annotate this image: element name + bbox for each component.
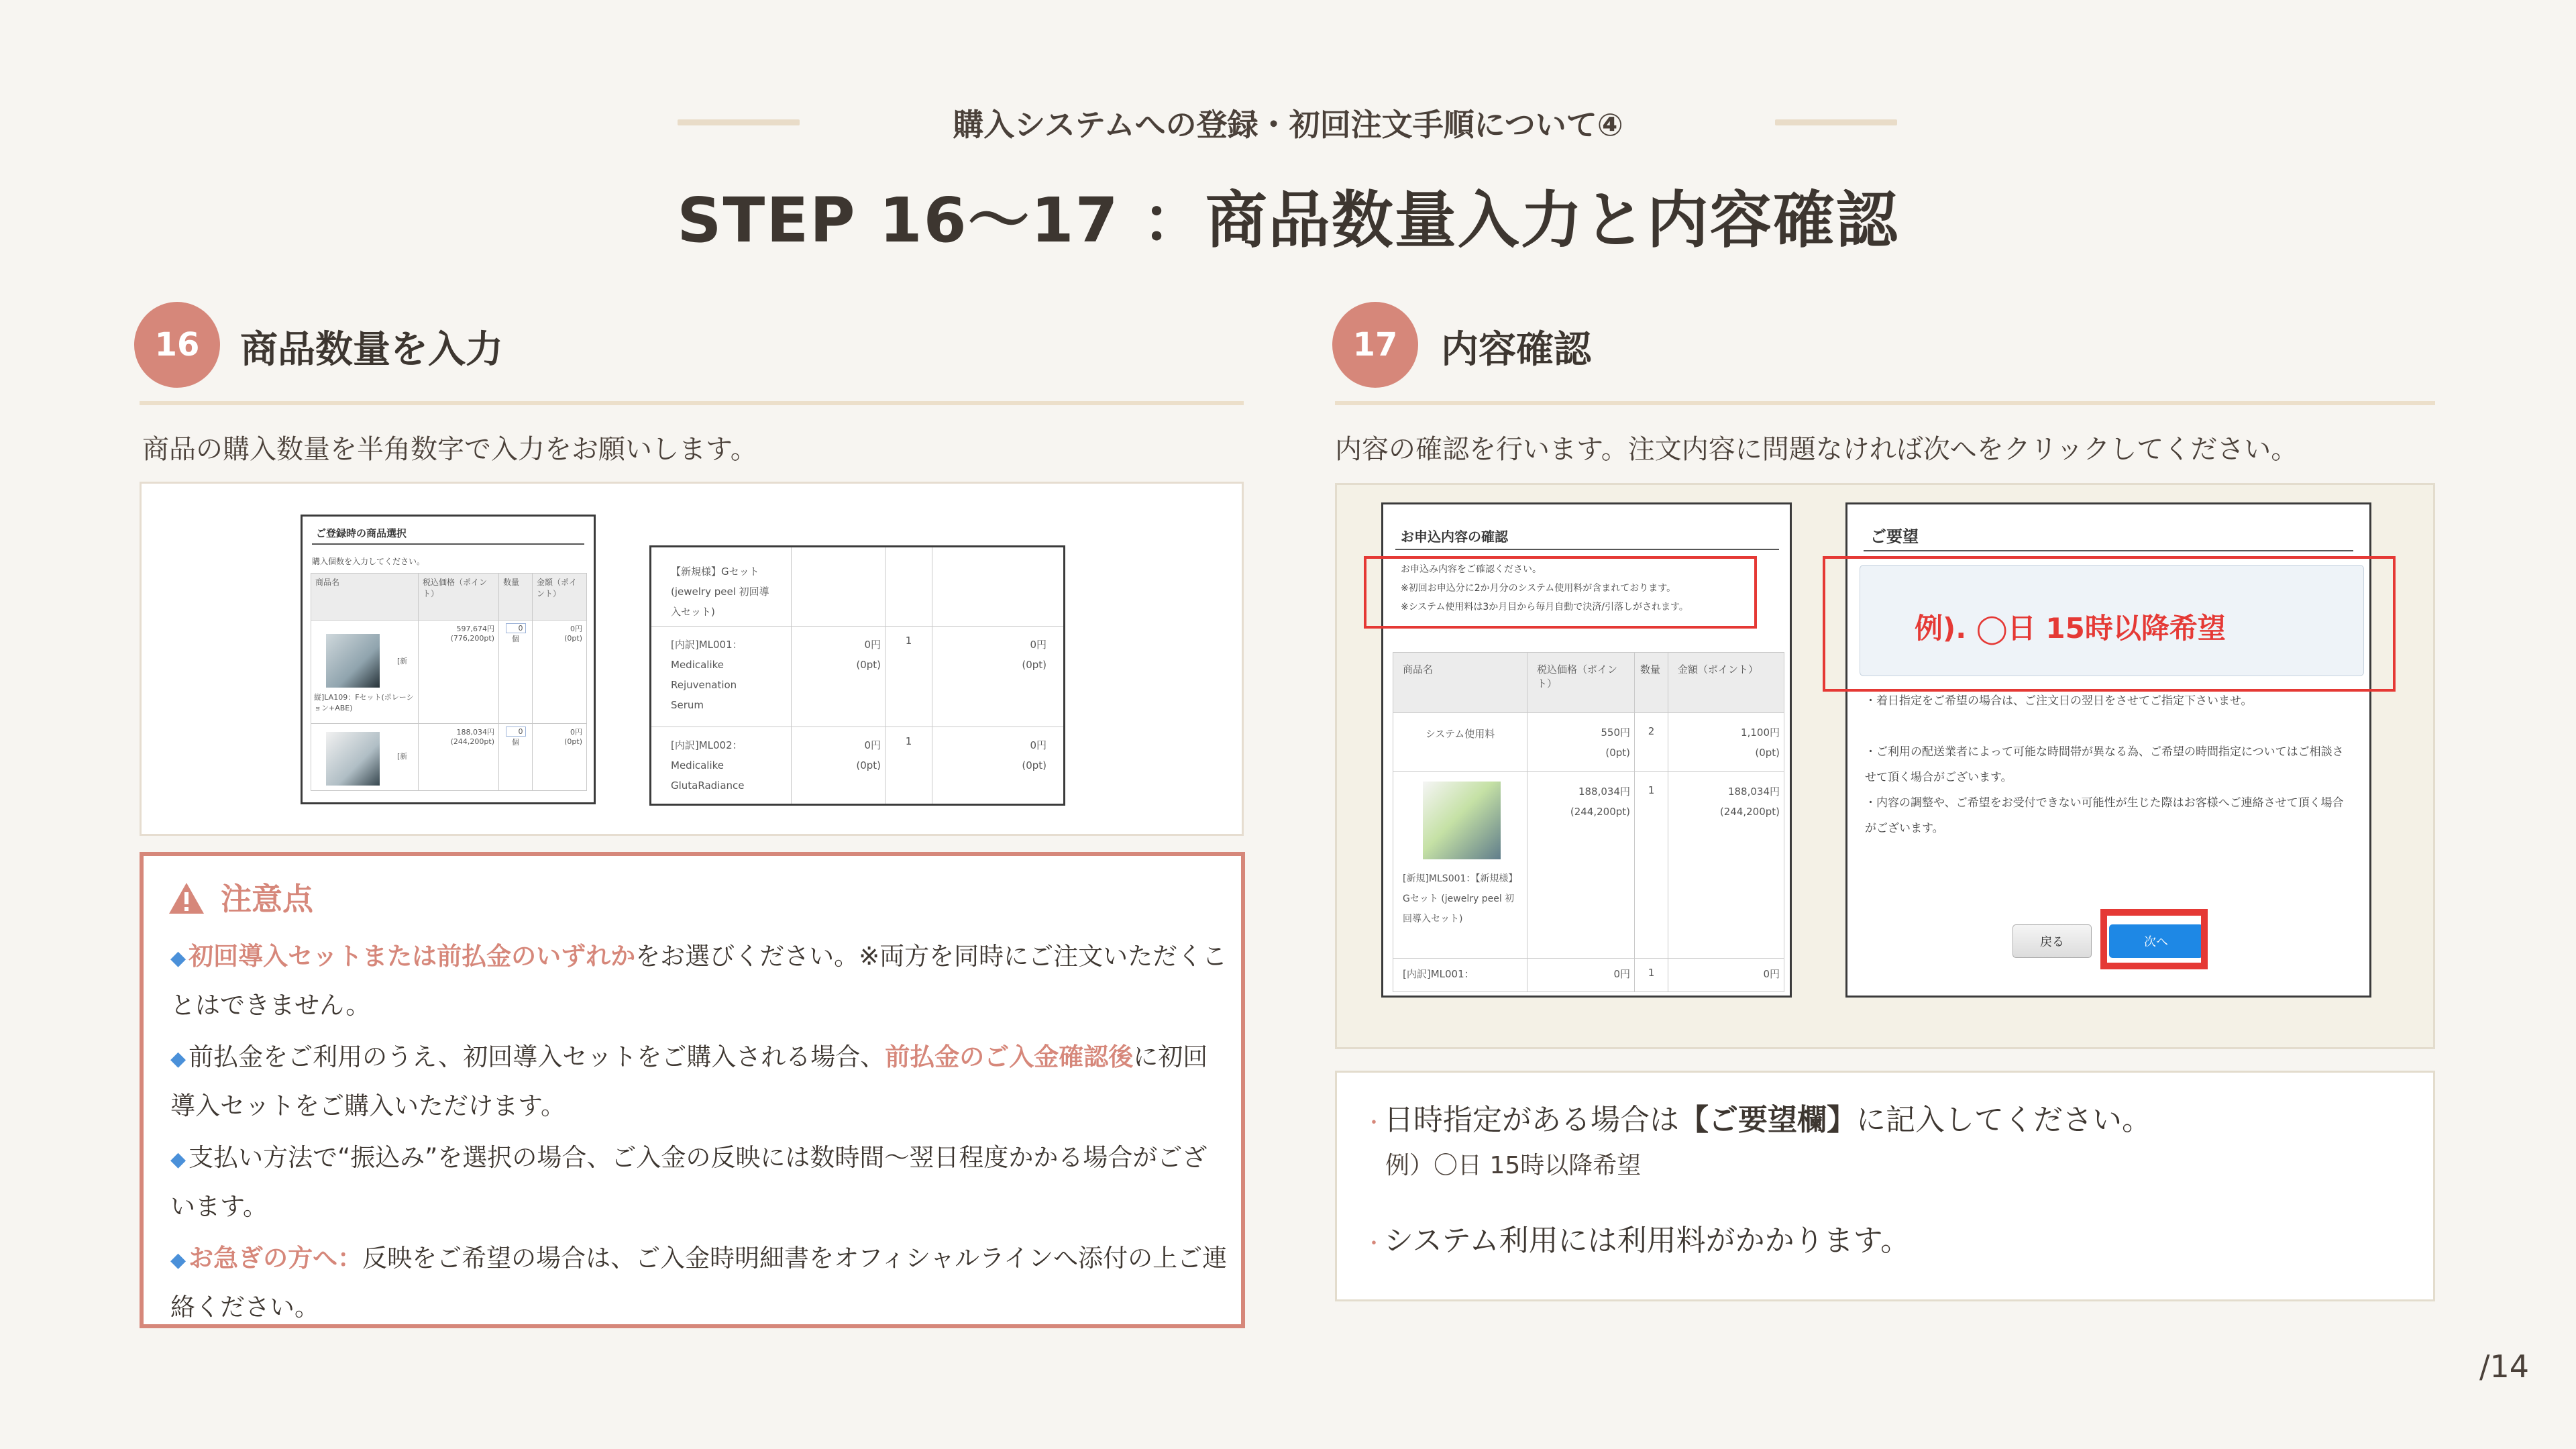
product-image — [326, 634, 380, 688]
product-breakdown-screenshot — [649, 545, 1065, 806]
product-image — [326, 732, 380, 786]
heading-underline — [1395, 549, 1779, 550]
product-name-prefix: [新 — [397, 752, 408, 761]
request-note: ・ご利用の配送業者によって可能な時間帯が異なる為、ご希望の時間指定についてはご相談させて頂く場合がございます。 — [1865, 745, 2344, 784]
col-qty: 数量 — [499, 574, 533, 621]
table-row: [内訳]ML001：Medicalike Rejuvenation Serum 0円 (0pt) 1 0円 (0pt) — [651, 627, 1066, 727]
bullet-dot-icon: ・ — [1364, 1112, 1384, 1135]
table-row — [651, 547, 1066, 627]
product-name: 縦]LA109：Fセット(ポレーション+ABE) — [314, 693, 414, 712]
back-button[interactable]: 戻る — [2012, 924, 2092, 958]
amount-cell: 0円 (0pt) — [533, 621, 587, 724]
qty-input[interactable]: 0 — [506, 727, 526, 737]
product-image — [1423, 782, 1501, 859]
bullet-dot-icon: ・ — [1364, 1232, 1384, 1256]
product-select-table — [311, 573, 587, 791]
product-name-prefix: [新 — [397, 657, 408, 665]
amount-cell: 0円 (0pt) — [533, 724, 587, 791]
table-row: [内訳]ML001： 0円 1 0円 — [1393, 959, 1784, 992]
confirm-note: ※初回お申込分に2か月分のシステム使用料が含まれております。 — [1401, 583, 1676, 594]
step17-screenshot-panel — [1335, 483, 2435, 1049]
caution-item: ◆ お急ぎの方へ：反映をご希望の場合は、ご入金時明細書をオフィシャルラインへ添付の上ご連絡ください。 — [170, 1244, 1228, 1322]
product-cell — [311, 621, 419, 724]
caution-box — [140, 852, 1245, 1328]
product-cell — [311, 724, 419, 791]
heading-underline — [312, 543, 584, 545]
warning-icon — [168, 881, 205, 915]
diamond-bullet-icon: ◆ — [170, 1148, 186, 1171]
step16-number-badge: 16 — [134, 302, 220, 388]
table-row — [311, 724, 587, 791]
confirm-heading: お申込内容の確認 — [1401, 529, 1508, 545]
caution-item: ◆ 支払い方法で“振込み”を選択の場合、ご入金の反映には数時間〜翌日程度かかる場合がございます。 — [170, 1143, 1208, 1221]
step17-divider — [1335, 401, 2435, 405]
breakdown-name: [内訳]ML002：Medicalike GlutaRadiance — [651, 727, 792, 806]
step16-divider — [140, 401, 1244, 405]
request-field-highlight — [1823, 556, 2396, 692]
qty-cell: 0 個 — [499, 621, 533, 724]
price-cell: 597,674円 (776,200pt) — [419, 621, 499, 724]
note-line-fee: ・システム利用には利用料がかかります。 — [1364, 1224, 1911, 1258]
diamond-bullet-icon: ◆ — [170, 1248, 186, 1272]
breakdown-name: [内訳]ML001：Medicalike Rejuvenation Serum — [651, 627, 792, 727]
confirm-note: ※システム使用料は3か月目から毎月自動で決済/引落しがされます。 — [1401, 602, 1688, 612]
caution-title: 注意点 — [221, 881, 313, 917]
price-cell: 188,034円 (244,200pt) — [419, 724, 499, 791]
step17-number-badge: 17 — [1332, 302, 1418, 388]
confirm-table: 商品名 税込価格（ポイント） 数量 金額（ポイント） システム使用料 550円 (0pt) 2 1,100円 (0pt) [新規]MLS001：【新規様】Gセット (jewelry peel 初回導入セット) 188,034円 (244,200pt) 1 188,034円 (244,200pt) [内訳]ML001： 0円 1 0円 — [1393, 652, 1784, 992]
diamond-bullet-icon: ◆ — [170, 947, 186, 970]
confirm-note: お申込み内容をご確認ください。 — [1401, 564, 1542, 575]
col-amount: 金額（ポイント） — [533, 574, 587, 621]
product-select-screenshot — [301, 515, 596, 804]
note-line-date: ・日時指定がある場合は【ご要望欄】に記入してください。 — [1364, 1103, 2151, 1137]
request-note: ・着日指定をご希望の場合は、ご注文日の翌日をさせてご指定下さいませ。 — [1865, 694, 2253, 708]
qty-input[interactable]: 0 — [506, 623, 526, 633]
request-heading: ご要望 — [1870, 527, 1919, 546]
request-note: ・内容の調整や、ご希望をお受付できない可能性が生じた際はお客様へご連絡させて頂く場合がございます。 — [1865, 796, 2344, 835]
step17-title: 内容確認 — [1441, 328, 1591, 372]
col-price: 税込価格（ポイント） — [419, 574, 499, 621]
heading-underline — [1864, 550, 2353, 551]
table-row: [新規]MLS001：【新規様】Gセット (jewelry peel 初回導入セット) 188,034円 (244,200pt) 1 188,034円 (244,200pt) — [1393, 772, 1784, 959]
step16-description: 商品の購入数量を半角数字で入力をお願いします。 — [142, 434, 757, 465]
caution-item: ◆ 初回導入セットまたは前払金のいずれかをお選びください。※両方を同時にご注文いただくことはできません。 — [170, 942, 1228, 1020]
step17-notes-box — [1335, 1071, 2435, 1301]
step16-title: 商品数量を入力 — [240, 328, 503, 372]
breakdown-name: 【新規様】Gセット (jewelry peel 初回導入セット) — [651, 547, 792, 627]
caution-item: ◆ 前払金をご利用のうえ、初回導入セットをご購入される場合、前払金のご入金確認後に初回導入セットをご購入いただけます。 — [170, 1042, 1208, 1120]
confirm-notes-highlight — [1364, 556, 1757, 629]
product-breakdown-table — [650, 546, 1065, 806]
product-select-instruction: 購入個数を入力してください。 — [312, 557, 425, 566]
col-product-name: 商品名 — [311, 574, 419, 621]
diamond-bullet-icon: ◆ — [170, 1047, 186, 1071]
next-button-highlight — [2100, 909, 2208, 969]
page-subtitle: 購入システムへの登録・初回注文手順について④ — [953, 107, 1623, 143]
table-row: [内訳]ML002：Medicalike GlutaRadiance 0円 (0pt) 1 0円 (0pt) — [651, 727, 1066, 806]
next-button[interactable]: 次へ — [2109, 924, 2203, 958]
table-row — [311, 621, 587, 724]
page-number: /14 — [2479, 1348, 2529, 1385]
product-select-heading: ご登録時の商品選択 — [316, 527, 407, 539]
step16-screenshot-panel — [140, 482, 1244, 836]
step17-description: 内容の確認を行います。注文内容に問題なければ次へをクリックしてください。 — [1335, 434, 2298, 465]
note-example: 例）〇日 15時以降希望 — [1385, 1152, 1642, 1179]
table-row: システム使用料 550円 (0pt) 2 1,100円 (0pt) — [1393, 713, 1784, 772]
qty-cell: 0 個 — [499, 724, 533, 791]
request-example-text: 例). ◯日 15時以降希望 — [1915, 612, 2226, 645]
page-title: STEP 16〜17 ：商品数量入力と内容確認 — [677, 184, 1899, 256]
